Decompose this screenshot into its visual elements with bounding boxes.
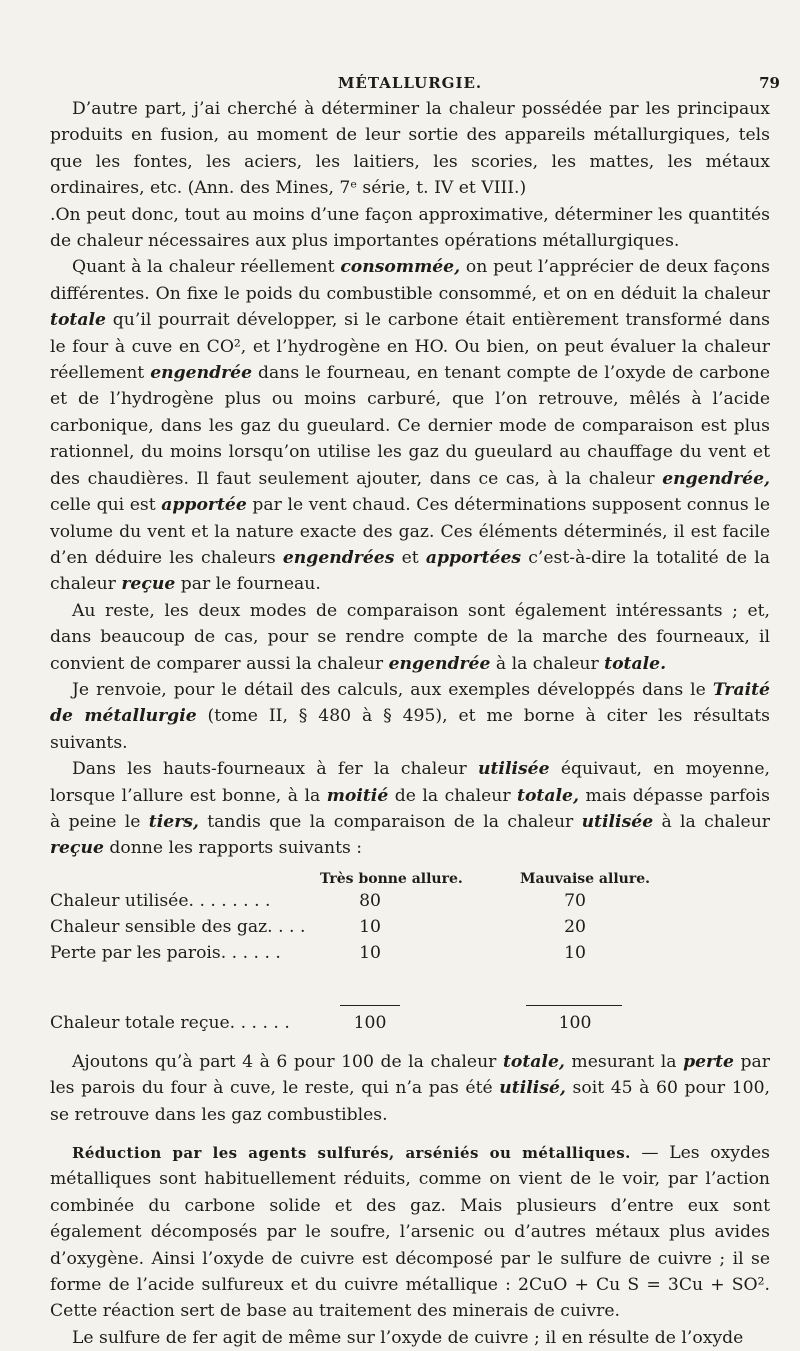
- sum-rule: [526, 1005, 622, 1006]
- column-header-bad: Mauvaise allure.: [520, 870, 650, 887]
- paragraph-6: Dans les hauts-fourneaux à fer la chaleur utilisée équivaut, en moyenne, lorsque l’allure est bonne, à la moitié de la chaleur totale, mais dépasse parfois à peine le tiers, tandis que la comparaison de la chaleur utilisée à la chaleur reçue donne les rapports suivants :: [50, 759, 771, 859]
- table-total-row: Chaleur totale reçue. . . . . . 100 100: [50, 1012, 592, 1033]
- sum-rule: [340, 1005, 400, 1006]
- paragraph-4: Au reste, les deux modes de comparaison sont également intéressants ; et, dans beaucoup de cas, pour se rendre compte de la marche des fourneaux, il convient de comparer aussi la chaleur engendrée à la chaleur totale.: [50, 600, 770, 674]
- page-title: MÉTALLURGIE.: [337, 74, 483, 92]
- table-row: Perte par les parois. . . . . . 10 10: [50, 942, 586, 963]
- paragraph-5: Je renvoie, pour le détail des calculs, aux exemples développés dans le Traité de métallurgie (tome II, § 480 à § 495), et me borne à citer les résultats suivants.: [50, 679, 770, 753]
- paragraph-9: Le sulfure de fer agit de même sur l’oxyde de cuivre ; il en résulte de l’oxyde: [72, 1327, 744, 1348]
- heat-table: [50, 866, 770, 1041]
- paragraph-2: .On peut donc, tout au moins d’une façon approximative, déterminer les quantités de chaleur nécessaires aux plus importantes opérations métallurgiques.: [50, 204, 770, 252]
- reference: (Ann. des Mines, 7ᵉ série, t. IV et VIII.): [187, 178, 527, 199]
- paragraph-8: Réduction par les agents sulfurés, arséniés ou métalliques. — Les oxydes métalliques sont habituellement réduits, comme on vient de le voir, par l’action combinée du carbone solide et des gaz. Mais plusieurs d’entre eux sont également décomposés par le soufre, l’arsenic ou d’autres métaux plus avides d’oxygène. Ainsi l’oxyde de cuivre est décomposé par le sulfure de cuivre ; il se forme de l’acide sulfureux et du cuivre métallique : 2CuO + Cu S = 3Cu + SO². Cette réaction sert de base au traitement des minerais de cuivre.: [50, 1143, 771, 1322]
- table-row: Chaleur sensible des gaz. . . . 10 20: [50, 916, 586, 937]
- column-header-good: Très bonne allure.: [320, 870, 463, 887]
- page-body: [50, 96, 770, 1351]
- page-number: 79: [759, 74, 780, 92]
- paragraph-3: Quant à la chaleur réellement consommée, on peut l’apprécier de deux façons différentes. On fixe le poids du combustible consommé, et on en déduit la chaleur totale qu’il pourrait développer, si le carbone était entièrement transformé dans le four à cuve en CO², et l’hydrogène en HO. Ou bien, on peut évaluer la chaleur réellement engendrée dans le fourneau, en tenant compte de l’oxyde de carbone et de l’hydrogène plus ou moins carburé, que l’on retrouve, mêlés à l’acide carbonique, dans les gaz du gueulard. Ce dernier mode de comparaison est plus rationnel, du moins lorsqu’on utilise les gaz du gueulard au chauffage du vent et des chaudières. Il faut seulement ajouter, dans ce cas, à la chaleur engendrée, celle qui est apportée par le vent chaud. Ces déterminations supposent connus le volume du vent et la nature exacte des gaz. Ces éléments déterminés, il est facile d’en déduire les chaleurs engendrées et apportées c’est-à-dire la totalité de la chaleur reçue par le fourneau.: [50, 257, 770, 595]
- paragraph-7: Ajoutons qu’à part 4 à 6 pour 100 de la chaleur totale, mesurant la perte par les parois du four à cuve, le reste, qui n’a pas été utilisé, soit 45 à 60 pour 100, se retrouve dans les gaz combustibles.: [50, 1051, 771, 1125]
- table-row: Chaleur utilisée. . . . . . . . 80 70: [50, 890, 586, 911]
- paragraph-1: D’autre part, j’ai cherché à déterminer la chaleur possédée par les principaux produits en fusion, au moment de leur sortie des appareils métallurgiques, tels que les fontes, les aciers, les laitiers, les scories, les mattes, les métaux ordinaires, etc. (Ann. des Mines, 7ᵉ série, t. IV et VIII.): [50, 99, 770, 199]
- section-heading: Réduction par les agents sulfurés, arséniés ou métalliques.: [72, 1144, 631, 1162]
